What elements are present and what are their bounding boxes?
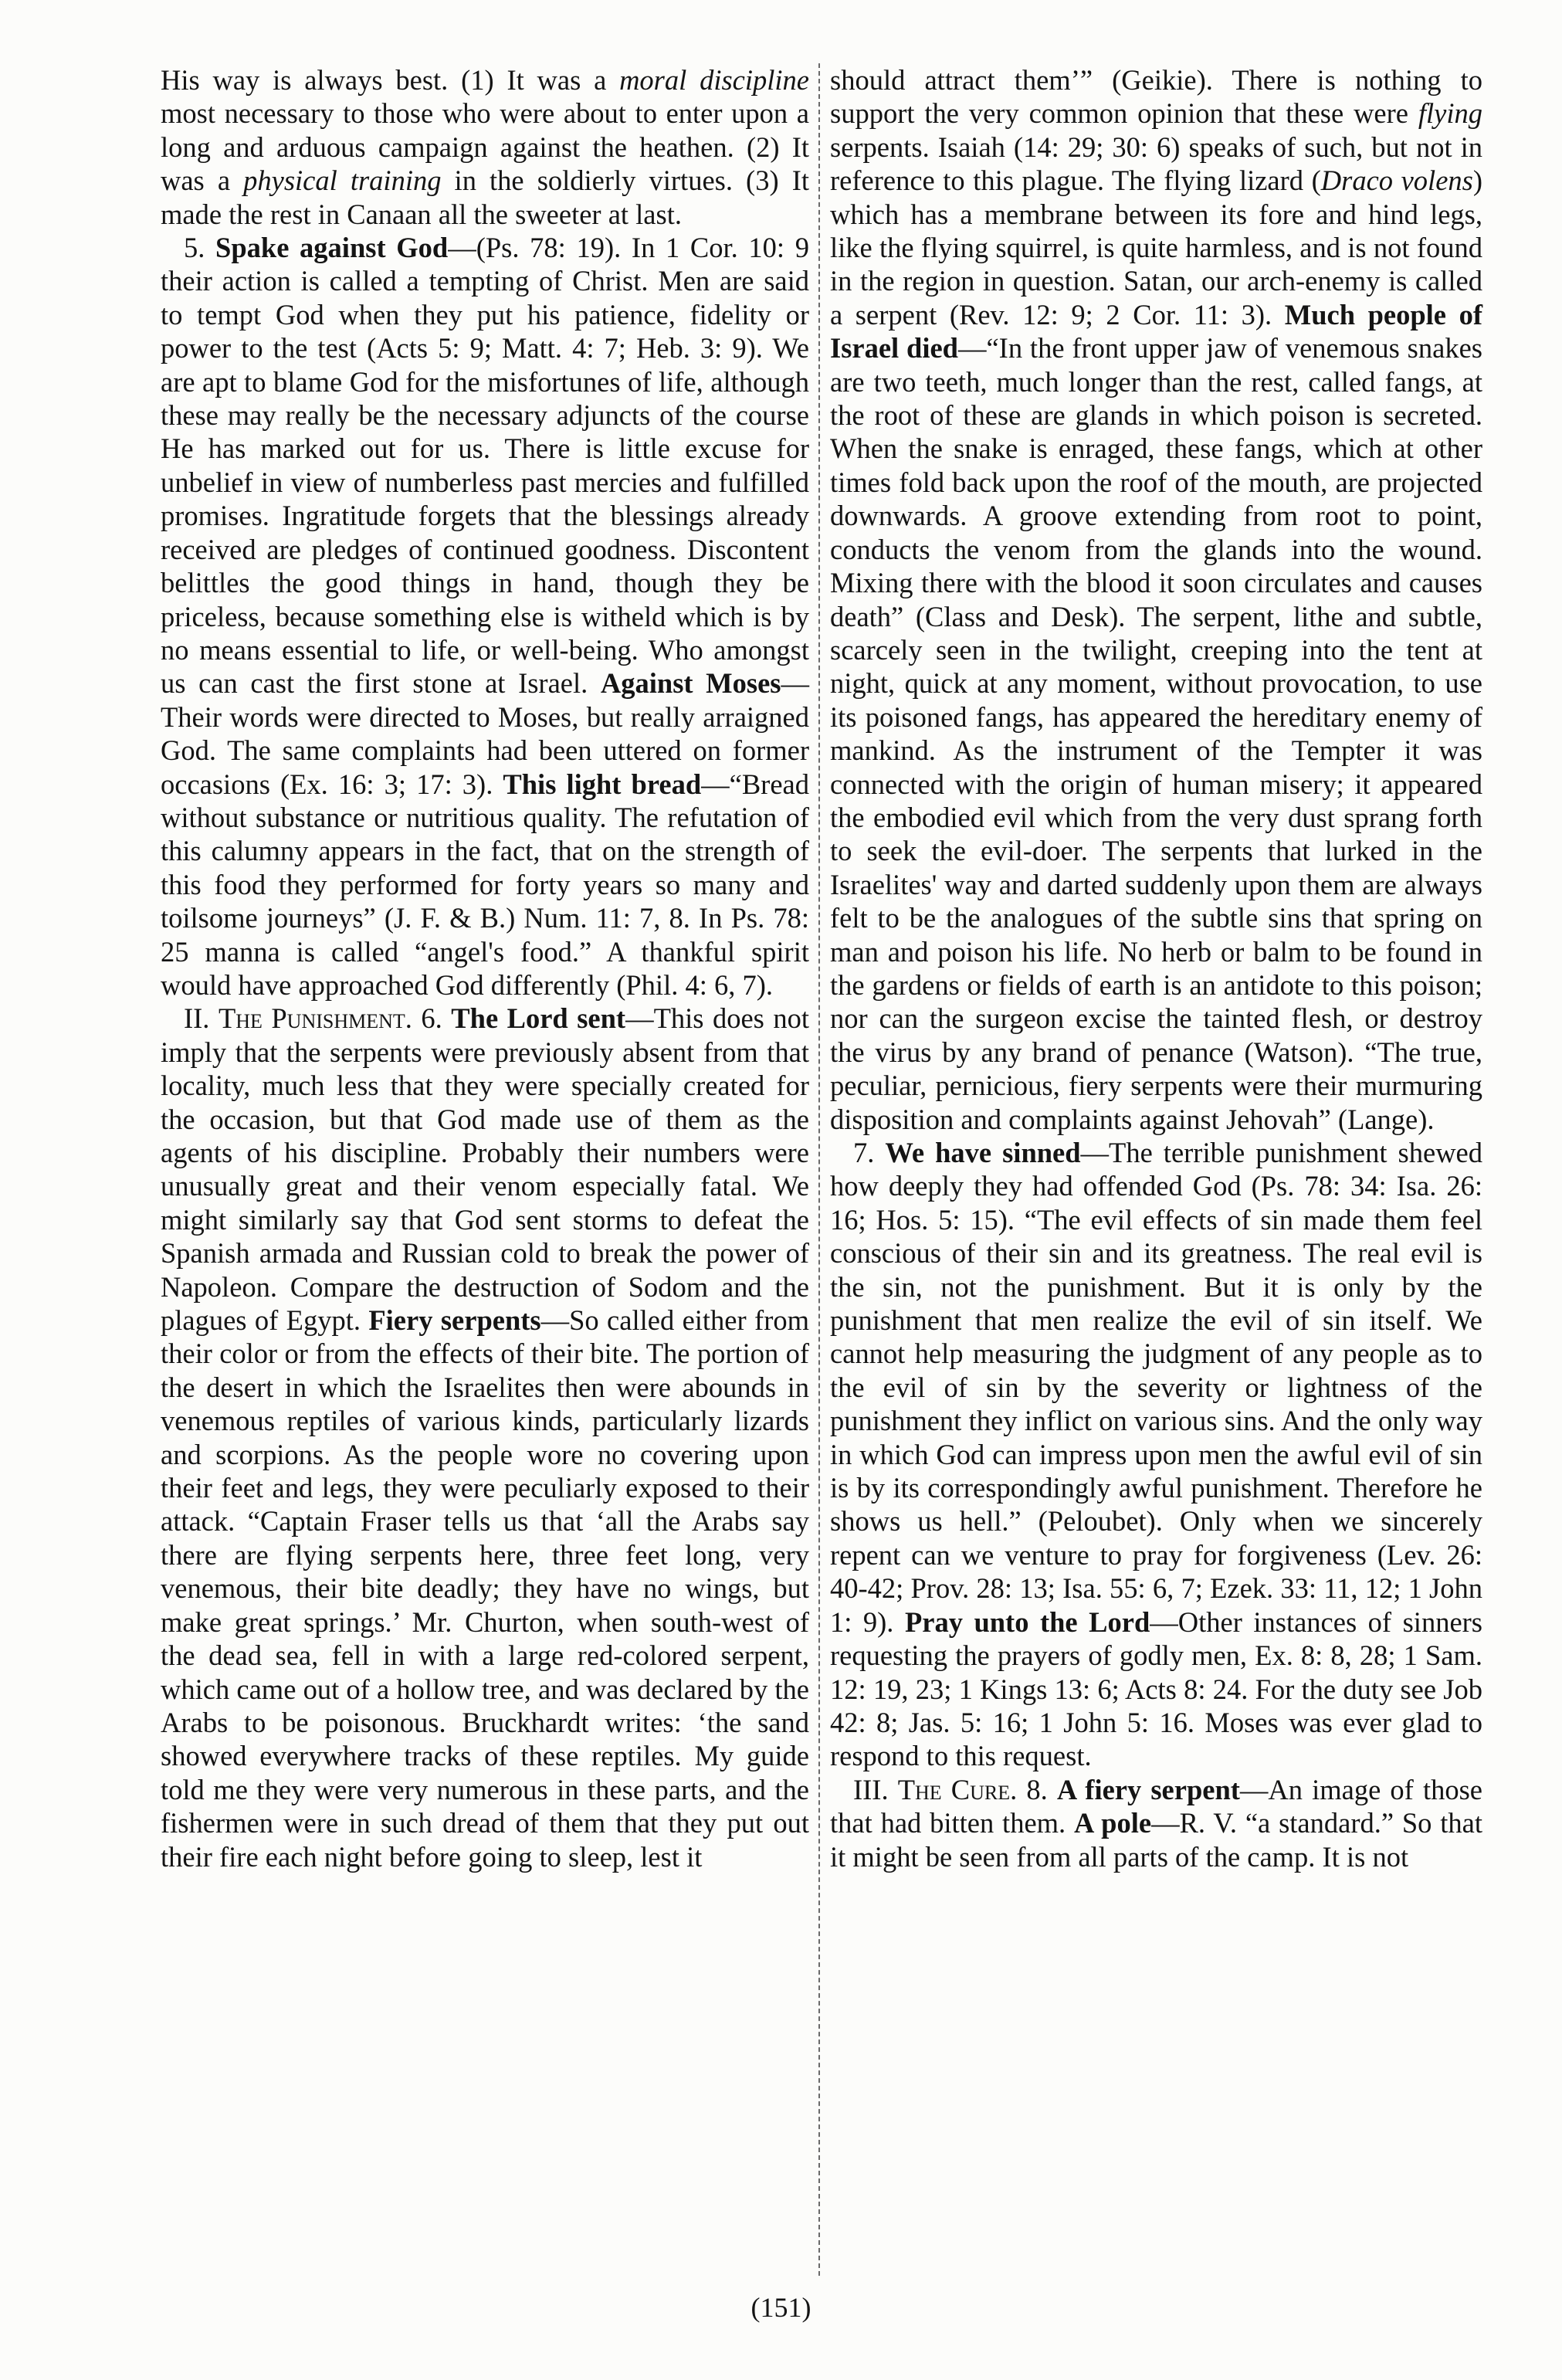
paragraph: III. The Cure. 8. A fiery serpent—An image of those that had bitten them. A pole—R. V. “a standard.” So that it might be seen from all parts of the camp. It is not: [830, 1773, 1482, 1873]
paragraph: II. The Punishment. 6. The Lord sent—This does not imply that the serpents were previously absent from that locality, much less that they were specially created for the occasion, but that God made use of them as the agents of his discipline. Probably their numbers were unusually great and their venom especially fatal. We might similarly say that God sent storms to defeat the Spanish armada and Russian cold to break the power of Napoleon. Compare the destruction of Sodom and the plagues of Egypt. Fiery serpents—So called either from their color or from the effects of their bite. The portion of the desert in which the Israelites then were abounds in venemous reptiles of various kinds, particularly lizards and scorpions. As the people wore no covering upon their feet and legs, they were peculiarly exposed to their attack. “Captain Fraser tells us that ‘all the Arabs say there are flying serpents here, three feet long, very venemous, their bite deadly; they have no wings, but make great springs.’ Mr. Churton, when south-west of the dead sea, fell in with a large red-colored serpent, which came out of a hollow tree, and was declared by the Arabs to be poisonous. Bruckhardt writes: ‘the sand showed everywhere tracks of these reptiles. My guide told me they were very numerous in these parts, and the fishermen were in such dread of them that they put out their fire each night before going to sleep, lest it: [161, 1002, 810, 1873]
section-heading: The Cure.: [897, 1773, 1018, 1805]
paragraph: 7. We have sinned—The terrible punishment shewed how deeply they had offended God (Ps. 78: 34: Isa. 26: 16; Hos. 5: 15). “The evil effects of sin made them feel conscious of their sin and its greatness. The real evil is the sin, not the punishment. But it is only by the punishment that men realize the evil of sin itself. We cannot help measuring the judgment of any people as to the evil of sin by the severity or lightness of the punishment they inflict on various sins. And the only way in which God can impress upon men the awful evil of sin is by its correspondingly awful punishment. Therefore he shows us hell.” (Peloubet). Only when we sincerely repent can we venture to pray for forgiveness (Lev. 26: 40-42; Prov. 28: 13; Isa. 55: 6, 7; Ezek. 33: 11, 12; 1 John 1: 9). Pray unto the Lord—Other instances of sinners requesting the prayers of godly men, Ex. 8: 8, 28; 1 Sam. 12: 19, 23; 1 Kings 13: 6; Acts 8: 24. For the duty see Job 42: 8; Jas. 5: 16; 1 John 5: 16. Moses was ever glad to respond to this request.: [830, 1137, 1482, 1772]
verse-heading: A fiery serpent: [1056, 1773, 1240, 1805]
verse-heading: The Lord sent: [451, 1002, 626, 1035]
verse-heading: Pray unto the Lord: [904, 1605, 1150, 1638]
verse-heading: Fiery serpents: [368, 1304, 541, 1337]
paragraph: should attract them’” (Geikie). There is nothing to support the very common opinion that these were flying serpents. Isaiah (14: 29; 30: 6) speaks of such, but not in reference to this plague. The flying lizard (Draco volens) which has a membrane between its fore and hind legs, like the flying squirrel, is quite harmless, and is not found in the region in question. Satan, our arch-enemy is called a serpent (Rev. 12: 9; 2 Cor. 11: 3). Much people of Israel died—“In the front upper jaw of venemous snakes are two teeth, much longer than the rest, called fangs, at the root of these are glands in which poison is secreted. When the snake is enraged, these fangs, which at other times fold back upon the roof of the mouth, are projected downwards. A groove extending from root to point, conducts the venom from the glands into the wound. Mixing there with the blood it soon circulates and causes death” (Class and Desk). The serpent, lithe and subtle, scarcely seen in the twilight, creeping into the tent at night, quick at any moment, without provocation, to use its poisoned fangs, has appeared the hereditary enemy of mankind. As the instrument of the Tempter it was connected with the origin of human misery; it appeared the embodied evil which from the very dust sprang forth to seek the evil-doer. The serpents that lurked in the Israelites' way and darted suddenly upon them are always felt to be the analogues of the subtle sins that spring on man and poison his life. No herb or balm to be found in the gardens or fields of earth is an antidote to this poison; nor can the surgeon excise the tainted flesh, or destroy the virus by any brand of penance (Watson). “The true, peculiar, pernicious, fiery serpents were their murmuring disposition and complaints against Jehovah” (Lange).: [830, 64, 1483, 1135]
verse-heading: This light bread: [503, 768, 702, 800]
paragraph: 5. Spake against God—(Ps. 78: 19). In 1 Cor. 10: 9 their action is called a tempting of Christ. Men are said to tempt God when they put his patience, fidelity or power to the test (Acts 5: 9; Matt. 4: 7; Heb. 3: 9). We are apt to blame God for the misfortunes of life, although these may really be the necessary adjuncts of the course He has marked out for us. There is little excuse for unbelief in view of numberless past mercies and fulfilled promises. Ingratitude forgets that the blessings already received are pledges of continued goodness. Discontent belittles the good things in hand, though they be priceless, because something else is witheld which is by no means essential to life, or well-being. Who amongst us can cast the first stone at Israel. Against Moses—Their words were directed to Moses, but really arraigned God. The same complaints had been uttered on former occasions (Ex. 16: 3; 17: 3). This light bread—“Bread without substance or nutritious quality. The refutation of this calumny appears in the fact, that on the strength of this food they performed for forty years so many and toilsome journeys” (J. F. & B.) Num. 11: 7, 8. In Ps. 78: 25 manna is called “angel's food.” A thankful spirit would have approached God differently (Phil. 4: 6, 7).: [161, 232, 809, 1001]
verse-heading: We have sinned: [885, 1137, 1081, 1168]
verse-heading: A pole: [1074, 1807, 1152, 1839]
page-number: (151): [751, 2292, 811, 2323]
left-column: [161, 63, 809, 1873]
verse-heading: Against Moses: [600, 667, 781, 700]
paragraph: His way is always best. (1) It was a moral discipline most necessary to those who were about to enter upon a long and arduous campaign against the heathen. (2) It was a physical training in the soldierly virtues. (3) It made the rest in Canaan all the sweeter at last.: [161, 64, 809, 230]
verse-heading: Spake against God: [215, 232, 449, 264]
verse-heading: Much people of Israel died: [830, 298, 1483, 364]
column-divider: [818, 63, 820, 2276]
section-heading: The Punishment.: [218, 1002, 412, 1035]
right-column: [830, 63, 1482, 1873]
